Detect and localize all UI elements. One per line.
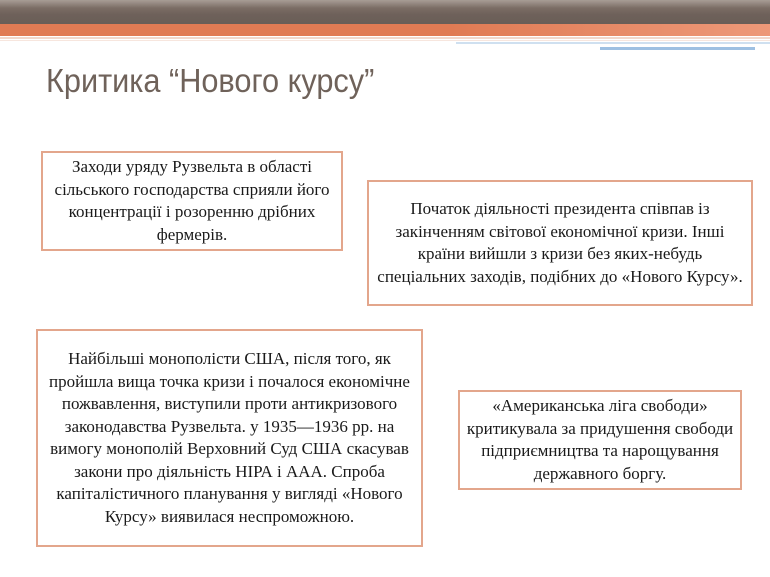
top-decorative-bar	[0, 0, 770, 24]
text-box-content: Заходи уряду Рузвельта в області сільського господарства сприяли його концентрації і розоренню дрібних фермерів.	[54, 157, 330, 244]
text-box-content: «Американська ліга свободи» критикувала за придушення свободи підприємництва та нарощування державного боргу.	[466, 396, 734, 483]
text-box-agriculture	[41, 151, 343, 251]
decorative-blue-line	[456, 42, 770, 44]
divider-line	[0, 37, 770, 39]
accent-bar-highlight	[450, 24, 770, 36]
text-box-monopolists	[36, 329, 423, 547]
divider-line	[0, 40, 770, 41]
decorative-blue-line	[600, 47, 755, 50]
top-bar-shine	[0, 0, 770, 8]
text-box-content: Найбільші монополісти США, після того, як пройшла вища точка кризи і почалося економічне пожвавлення, виступили проти антикризового законодавства Рузвельта. у 1935—1936 рр. на вимогу монополій Верховний Суд США скасував закони про діяльність НІРА і ААА. Спроба капіталістичного планування у вигляді «Нового Курсу» виявилася неспроможною.	[49, 349, 410, 526]
text-box-content: Початок діяльності президента співпав із закінченням світової економічної кризи. Інші країни вийшли з кризи без яких-небудь спеціальних заходів, подібних до «Нового Курсу».	[377, 199, 743, 286]
slide-title: Критика “Нового курсу”	[46, 62, 375, 99]
text-box-crisis-end	[367, 180, 753, 306]
text-box-liberty-league	[458, 390, 742, 490]
